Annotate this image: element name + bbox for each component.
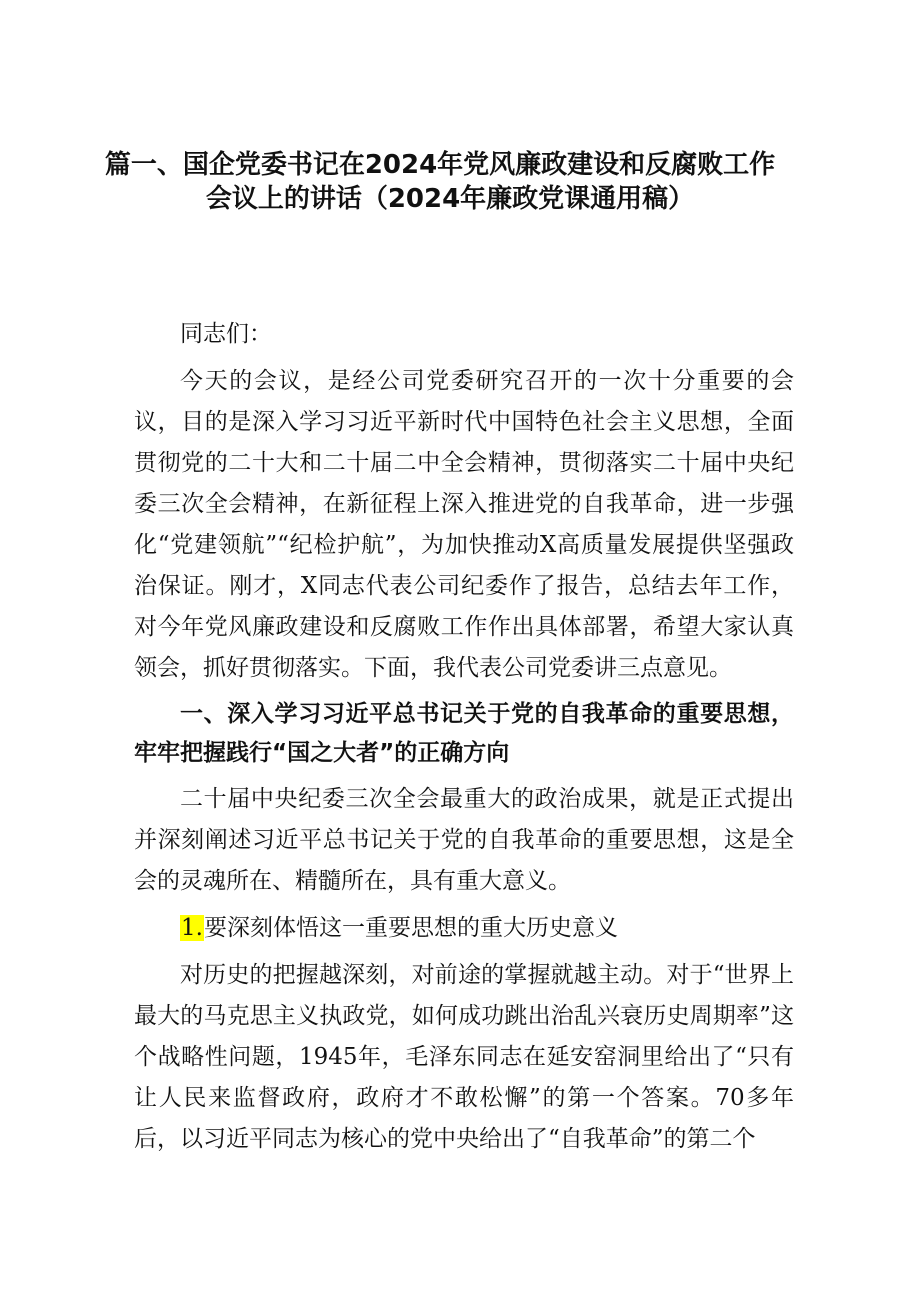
paragraph-history: 对历史的把握越深刻，对前途的掌握就越主动。对于“世界上最大的马克思主义执政党，如何成功跳出治乱兴衰历史周期率”这个战略性问题，1945年，毛泽东同志在延安窑洞里给出了“只有让人民来监督政府，政府才不敢松懈”的第一个答案。70多年后，以习近平同志为核心的党中央给出了“自我革命”的第二个 xyxy=(134,962,794,1152)
paragraph-intro: 今天的会议，是经公司党委研究召开的一次十分重要的会议，目的是深入学习习近平新时代中国特色社会主义思想，全面贯彻党的二十大和二十届二中全会精神，贯彻落实二十届中央纪委三次全会精神，在新征程上深入推进党的自我革命，进一步强化“党建领航”“纪检护航”，为加快推动X高质量发展提供坚强政治保证。刚才，X同志代表公司纪委作了报告，总结去年工作，对今年党风廉政建设和反腐败工作作出具体部署，希望大家认真领会，抓好贯彻落实。下面，我代表公司党委讲三点意见。 xyxy=(134,368,794,681)
document-title-line-1: 篇一、国企党委书记在2024年党风廉政建设和反腐败工作 xyxy=(104,150,776,180)
document-body xyxy=(134,314,794,1160)
subheading-1 xyxy=(134,908,794,949)
subheading-1-text: 要深刻体悟这一重要思想的重大历史意义 xyxy=(203,915,618,941)
document-title-line-2: 会议上的讲话（2024年廉政党课通用稿） xyxy=(205,184,695,214)
paragraph-section-1: 二十届中央纪委三次全会最重大的政治成果，就是正式提出并深刻阐述习近平总书记关于党的自我革命的重要思想，这是全会的灵魂所在、精髓所在，具有重大意义。 xyxy=(134,786,794,894)
highlighted-number: 1. xyxy=(181,915,203,941)
section-heading-1: 一、深入学习习近平总书记关于党的自我革命的重要思想，牢牢把握践行“国之大者”的正确方向 xyxy=(134,701,794,766)
salutation: 同志们： xyxy=(180,321,272,347)
